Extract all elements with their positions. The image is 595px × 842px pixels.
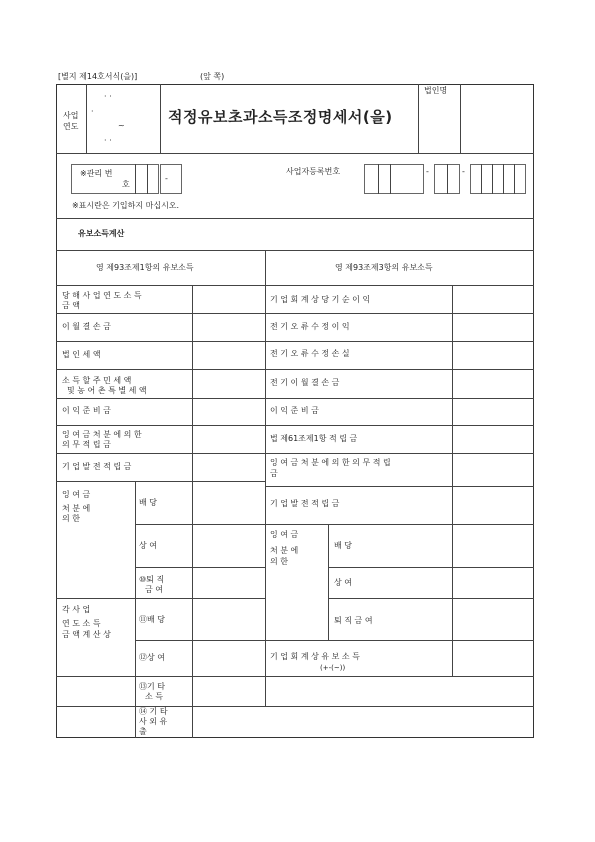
column-header-left: 영 제93조제1항의 유보소득 xyxy=(96,263,194,272)
mgmt-no-label: 호 xyxy=(122,180,130,189)
cell-divider xyxy=(481,164,482,194)
left-label: ⑫상 여 xyxy=(139,653,165,662)
row-line xyxy=(56,313,266,314)
group-label: 처 분 에 xyxy=(270,546,299,555)
right-label: 법 제61조제1항 적 립 금 xyxy=(270,434,358,443)
row-line xyxy=(265,425,534,426)
right-label: 배 당 xyxy=(334,541,352,550)
row-line xyxy=(56,398,266,399)
group-divider xyxy=(328,524,329,640)
row-line xyxy=(265,398,534,399)
divider xyxy=(86,84,87,153)
row-line xyxy=(56,453,266,454)
biz-reg-cells-1[interactable] xyxy=(364,164,424,194)
value-column-divider xyxy=(452,285,453,676)
left-label: ⑭ 기 타 xyxy=(139,707,168,716)
cell-divider xyxy=(492,164,493,194)
right-label: 퇴 직 금 여 xyxy=(334,616,373,625)
left-label: 출 xyxy=(139,727,147,736)
row-line xyxy=(265,369,534,370)
left-label: ⑩퇴 직 xyxy=(139,575,165,584)
total-formula: (+-(~)) xyxy=(320,664,346,672)
divider xyxy=(56,153,534,154)
left-label: 및 농 어 촌 특 별 세 액 xyxy=(67,386,147,395)
left-label: 금 여 xyxy=(145,585,163,594)
section-title: 유보소득계산 xyxy=(78,229,125,238)
right-label: 기 업 발 전 적 립 금 xyxy=(270,499,340,508)
group-divider xyxy=(135,481,136,738)
left-label: 사 외 유 xyxy=(139,717,168,726)
left-label: ⑪배 당 xyxy=(139,615,165,624)
row-line xyxy=(135,640,266,641)
date-tilde: ~ xyxy=(118,121,125,130)
right-label: 기 업 회 계 상 당 기 순 이 익 xyxy=(270,295,371,304)
group-label: 처 분 에 xyxy=(62,504,91,513)
row-line xyxy=(56,706,534,707)
biz-reg-label: 사업자등록번호 xyxy=(286,167,341,176)
left-label: 당 해 사 업 연 도 소 득 xyxy=(62,291,142,300)
row-line xyxy=(265,341,534,342)
fiscal-year-label: 연도 xyxy=(63,122,79,131)
cell-divider xyxy=(147,164,148,194)
right-label: 이 익 준 비 금 xyxy=(270,406,319,415)
group-label: 금 액 계 산 상 xyxy=(62,630,111,639)
group-label: 잉 여 금 xyxy=(270,530,299,539)
date-dot: · xyxy=(91,107,94,116)
divider xyxy=(418,84,419,153)
right-label: 전 기 오 류 수 정 이 익 xyxy=(270,322,350,331)
cell-divider xyxy=(135,164,136,194)
mgmt-no-label: ※관리 번 xyxy=(80,169,113,178)
group-label: 의 한 xyxy=(62,514,80,523)
group-label: 각 사 업 xyxy=(62,605,91,614)
left-label: 기 업 발 전 적 립 금 xyxy=(62,462,132,471)
left-label: ⑬기 타 xyxy=(139,682,165,691)
corp-name-label: 법인명 xyxy=(424,86,448,95)
left-label: 잉 여 금 처 분 에 의 한 xyxy=(62,430,142,439)
date-from: · · xyxy=(104,92,112,101)
left-label: 법 인 세 액 xyxy=(62,350,101,359)
mgmt-no-cell[interactable] xyxy=(160,164,182,194)
left-label: 상 여 xyxy=(139,541,157,550)
biz-reg-dash: - xyxy=(426,167,429,176)
left-label: 이 익 준 비 금 xyxy=(62,406,111,415)
row-line xyxy=(135,567,266,568)
left-label: 배 당 xyxy=(139,498,157,507)
left-label: 소 득 xyxy=(145,692,163,701)
cell-divider xyxy=(390,164,391,194)
right-label: 잉 여 금 처 분 에 의 한 의 무 적 립 xyxy=(270,458,391,467)
group-label: 의 한 xyxy=(270,557,288,566)
row-line xyxy=(56,369,266,370)
date-to: · · xyxy=(104,136,112,145)
biz-reg-dash: - xyxy=(462,167,465,176)
divider xyxy=(56,218,534,219)
row-line xyxy=(265,524,534,525)
cell-divider xyxy=(447,164,448,194)
row-line xyxy=(265,640,534,641)
left-label: 의 무 적 립 금 xyxy=(62,440,111,449)
row-line xyxy=(265,453,534,454)
row-line xyxy=(265,313,534,314)
divider xyxy=(160,84,161,153)
row-line xyxy=(328,598,534,599)
right-label: 상 여 xyxy=(334,578,352,587)
fiscal-year-label: 사업 xyxy=(63,111,79,120)
left-label: 금 액 xyxy=(62,301,80,310)
retained-income-total-label: 기 업 회 계 상 유 보 소 득 xyxy=(270,652,360,661)
value-column-divider xyxy=(192,285,193,738)
right-label: 전 기 오 류 수 정 손 실 xyxy=(270,349,350,358)
divider xyxy=(56,250,534,251)
row-line xyxy=(56,425,266,426)
divider xyxy=(56,285,534,286)
right-label: 전 기 이 월 결 손 금 xyxy=(270,378,340,387)
row-line xyxy=(265,676,534,677)
cell-divider xyxy=(503,164,504,194)
row-line xyxy=(56,676,266,677)
row-line xyxy=(328,567,534,568)
row-line xyxy=(56,341,266,342)
row-line xyxy=(56,481,266,482)
cell-divider xyxy=(378,164,379,194)
mgmt-dash: - xyxy=(165,174,168,183)
form-id: [별지 제14호서식(을)] xyxy=(58,72,138,81)
row-line xyxy=(56,598,266,599)
group-label: 연 도 소 득 xyxy=(62,619,101,628)
left-label: 소 득 할 주 민 세 액 xyxy=(62,376,132,385)
divider xyxy=(460,84,461,153)
row-line xyxy=(265,486,534,487)
page-side: (앞 쪽) xyxy=(200,72,225,81)
row-line xyxy=(135,524,266,525)
form-title: 적정유보초과소득조정명세서(을) xyxy=(168,108,393,126)
cell-divider xyxy=(514,164,515,194)
group-label: 잉 여 금 xyxy=(62,490,91,499)
biz-reg-cells-3[interactable] xyxy=(470,164,526,194)
left-label: 이 월 결 손 금 xyxy=(62,322,111,331)
center-divider xyxy=(265,250,266,706)
column-header-right: 영 제93조제3항의 유보소득 xyxy=(335,263,433,272)
right-label: 금 xyxy=(270,469,278,478)
admin-note: ※표시란은 기입하지 마십시오. xyxy=(72,201,180,210)
